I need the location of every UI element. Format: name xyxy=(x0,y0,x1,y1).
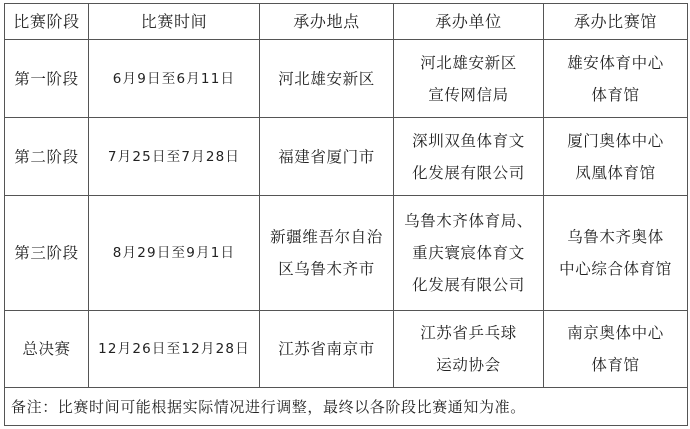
organizer-line: 化发展有限公司 xyxy=(412,276,525,294)
venue-line: 体育馆 xyxy=(591,356,640,374)
place-line: 新疆维吾尔自治 xyxy=(270,228,383,246)
note-text: 备注：比赛时间可能根据实际情况进行调整，最终以各阶段比赛通知为准。 xyxy=(5,388,688,426)
place-cell xyxy=(260,196,394,311)
time-cell: 6月9日至6月11日 xyxy=(89,40,260,118)
header-row xyxy=(5,4,688,40)
venue-line: 南京奥体中心 xyxy=(567,324,664,342)
place-cell xyxy=(260,311,394,388)
note-row xyxy=(5,388,688,426)
table-row xyxy=(5,118,688,196)
time-cell: 12月26日至12月28日 xyxy=(89,311,260,388)
organizer-line: 宣传网信局 xyxy=(428,85,509,104)
organizer-cell xyxy=(394,40,544,118)
header-time: 比赛时间 xyxy=(89,4,260,40)
venue-line: 乌鲁木齐奥体 xyxy=(567,228,664,246)
organizer-cell xyxy=(394,311,544,388)
header-stage: 比赛阶段 xyxy=(5,4,89,40)
header-place: 承办地点 xyxy=(260,4,394,40)
schedule-table xyxy=(4,3,688,426)
venue-cell xyxy=(544,40,688,118)
time-cell: 8月29日至9月1日 xyxy=(89,196,260,311)
header-organizer: 承办单位 xyxy=(394,4,544,40)
organizer-line: 化发展有限公司 xyxy=(412,163,525,182)
organizer-line: 深圳双鱼体育文 xyxy=(412,131,525,150)
venue-line: 体育馆 xyxy=(591,85,640,104)
table-row xyxy=(5,40,688,118)
stage-cell: 第一阶段 xyxy=(5,40,89,118)
venue-cell xyxy=(544,118,688,196)
stage-cell: 总决赛 xyxy=(5,311,89,388)
place-cell xyxy=(260,118,394,196)
organizer-line: 重庆寰宸体育文 xyxy=(412,244,525,262)
organizer-line: 乌鲁木齐体育局、 xyxy=(404,212,533,230)
venue-line: 凤凰体育馆 xyxy=(575,163,656,182)
venue-line: 厦门奥体中心 xyxy=(567,131,664,150)
stage-cell: 第二阶段 xyxy=(5,118,89,196)
venue-line: 雄安体育中心 xyxy=(567,53,664,72)
place-line: 河北雄安新区 xyxy=(278,69,375,88)
place-line: 福建省厦门市 xyxy=(278,147,375,166)
place-cell xyxy=(260,40,394,118)
stage-cell: 第三阶段 xyxy=(5,196,89,311)
header-venue: 承办比赛馆 xyxy=(544,4,688,40)
venue-cell xyxy=(544,196,688,311)
time-cell: 7月25日至7月28日 xyxy=(89,118,260,196)
organizer-line: 河北雄安新区 xyxy=(420,53,517,72)
table-row xyxy=(5,311,688,388)
place-line: 江苏省南京市 xyxy=(278,340,375,358)
organizer-line: 江苏省乒乓球 xyxy=(420,324,517,342)
table-row xyxy=(5,196,688,311)
organizer-cell xyxy=(394,118,544,196)
venue-cell xyxy=(544,311,688,388)
place-line: 区乌鲁木齐市 xyxy=(278,260,375,278)
venue-line: 中心综合体育馆 xyxy=(559,260,672,278)
organizer-cell xyxy=(394,196,544,311)
organizer-line: 运动协会 xyxy=(436,356,501,374)
